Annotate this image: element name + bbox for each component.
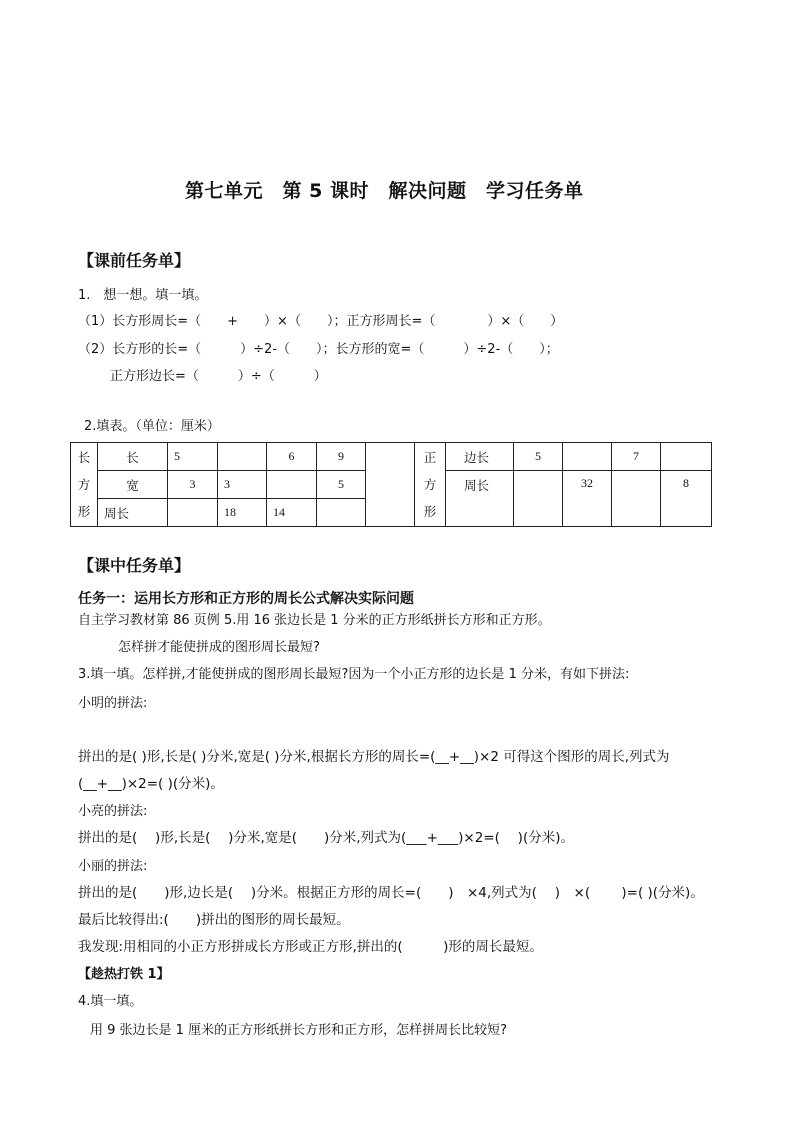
in-class-heading: 【课中任务单】 [78, 556, 191, 575]
discovery-line: 我发现:用相同的小正方形拼成长方形或正方形,拼出的( )形的周长最短。 [78, 939, 543, 955]
table-cell [612, 471, 661, 527]
table-cell [514, 471, 563, 527]
table-cell [168, 499, 218, 527]
fill-table [70, 442, 712, 527]
table-cell [267, 471, 317, 499]
table-cell: 7 [612, 443, 661, 471]
pre-task-heading: 【课前任务单】 [78, 251, 191, 270]
table-gap-cell [366, 443, 415, 527]
xiaoliang-label: 小亮的拼法: [78, 804, 148, 819]
question-2: 2.填表。（单位：厘米） [84, 419, 220, 434]
rect-length-label: 长 [98, 443, 168, 471]
table-cell: 32 [563, 471, 612, 527]
task-1-question: 怎样拼才能使拼成的图形周长最短? [118, 640, 320, 655]
table-cell: 3 [168, 471, 218, 499]
question-1-line-3: 正方形边长=（ ）÷（ ） [110, 369, 327, 384]
rectangle-row-label [71, 443, 98, 527]
table-cell [661, 443, 712, 471]
table-cell: 5 [168, 443, 218, 471]
table-cell: 8 [661, 471, 712, 527]
rect-width-label: 宽 [98, 471, 168, 499]
square-side-label: 边长 [446, 443, 514, 471]
question-1: 1. 想一想。填一填。 [78, 288, 208, 303]
xiaoliang-line: 拼出的是( )形,长是( )分米,宽是( )分米,列式为(___+___)×2=( )(分米)。 [78, 830, 574, 846]
xiaoming-label: 小明的拼法: [78, 696, 148, 711]
task-1-description: 自主学习教材第 86 页例 5.用 16 张边长是 1 分米的正方形纸拼长方形和正方形。 [78, 613, 551, 628]
question-1-line-2: （2）长方形的长=（ ）÷2-（ ）；长方形的宽=（ ）÷2-（ ）； [78, 342, 559, 357]
rect-label-1: 长 [77, 450, 91, 465]
square-label-2: 方 [423, 477, 437, 492]
table-cell: 9 [317, 443, 366, 471]
question-3: 3.填一填。怎样拼,才能使拼成的图形周长最短?因为一个小正方形的边长是 1 分米，有如下拼法: [78, 667, 630, 682]
practice-heading: 【趁热打铁 1】 [78, 967, 170, 982]
rect-label-2: 方 [77, 477, 91, 492]
rect-label-3: 形 [77, 504, 91, 519]
table-cell: 18 [218, 499, 267, 527]
rect-perimeter-label: 周长 [98, 499, 168, 527]
table-cell [317, 499, 366, 527]
table-cell: 5 [514, 443, 563, 471]
question-4-text: 用 9 张边长是 1 厘米的正方形纸拼长方形和正方形，怎样拼周长比较短? [90, 1023, 507, 1038]
xiaoli-label: 小丽的拼法: [78, 859, 148, 874]
page-title: 第七单元 第 5 课时 解决问题 学习任务单 [185, 180, 584, 202]
comparison-line: 最后比较得出:( )拼出的图形的周长最短。 [78, 912, 350, 928]
question-4: 4.填一填。 [78, 994, 143, 1009]
xiaoming-line-1: 拼出的是( )形,长是( )分米,宽是( )分米,根据长方形的周长=(__+__)×2 可得这个图形的周长,列式为 [78, 749, 670, 765]
table-cell: 14 [267, 499, 317, 527]
question-1-line-1: （1）长方形周长=（ + ）×（ ）；正方形周长=（ ）×（ ） [78, 314, 564, 329]
table-cell [563, 443, 612, 471]
table-cell: 3 [218, 471, 267, 499]
table-cell [218, 443, 267, 471]
square-label-3: 形 [423, 504, 437, 519]
xiaoli-line: 拼出的是( )形,边长是( )分米。根据正方形的周长=( ) ×4,列式为( ) ×( )=( )(分米)。 [78, 885, 704, 901]
square-perimeter-label: 周长 [446, 471, 514, 527]
square-row-label [415, 443, 446, 527]
table-cell: 6 [267, 443, 317, 471]
table-cell: 5 [317, 471, 366, 499]
square-label-1: 正 [423, 450, 437, 465]
xiaoming-line-2: (__+__)×2=( )(分米)。 [78, 776, 224, 792]
task-1-title: 任务一：运用长方形和正方形的周长公式解决实际问题 [78, 591, 414, 607]
